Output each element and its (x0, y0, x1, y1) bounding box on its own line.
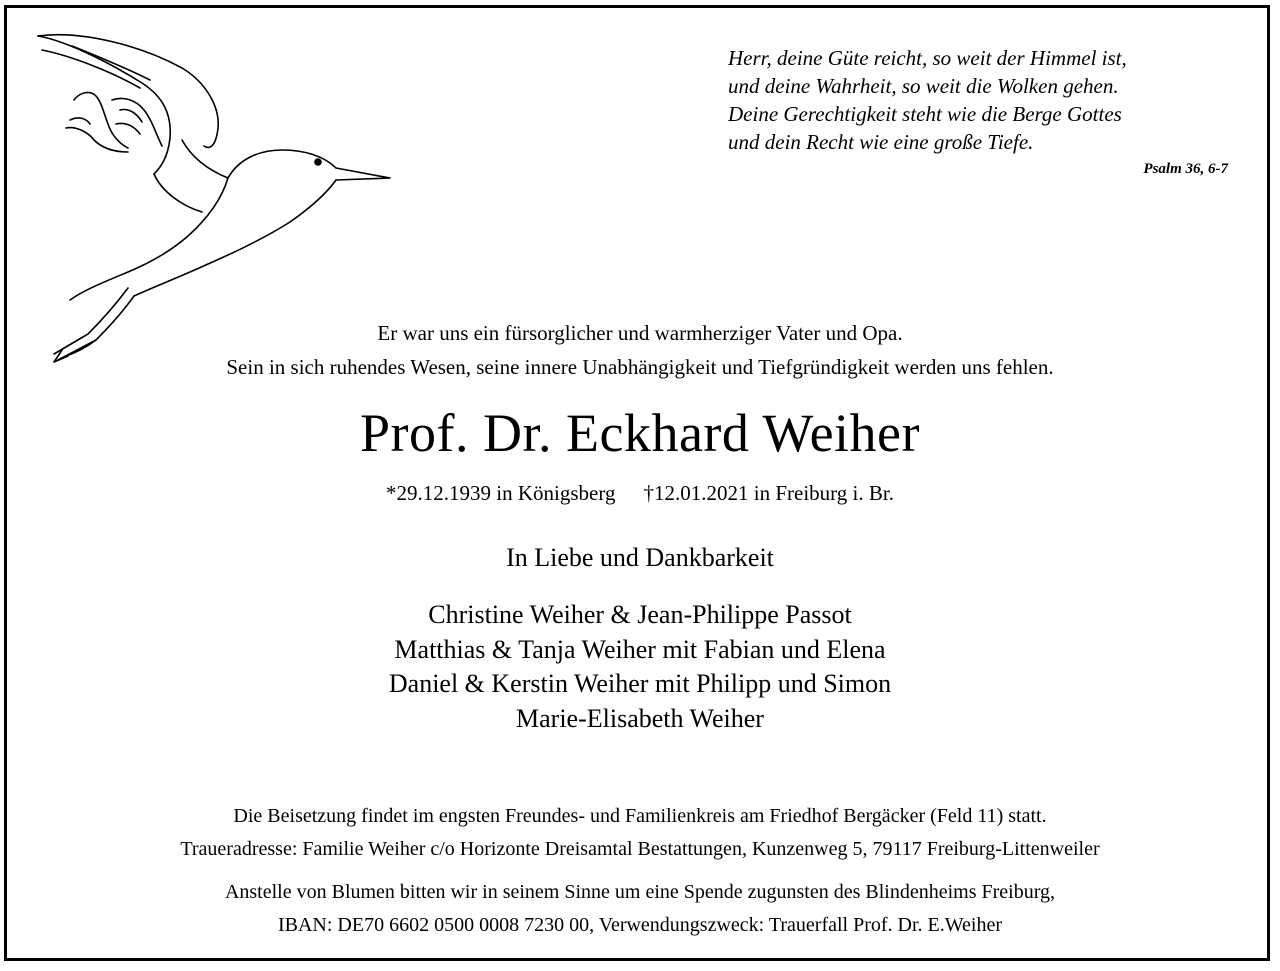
intro-line: Sein in sich ruhendes Wesen, seine innere Unabhängigkeit und Tiefgründigkeit werden uns fehlen. (226, 355, 1054, 379)
iban-text: IBAN: DE70 6602 0500 0008 7230 00, Verwendungszweck: Trauerfall Prof. Dr. E.Weiher (277, 914, 1003, 936)
psalm-line: und dein Recht wie eine große Tiefe. (728, 130, 1034, 154)
life-dates (0, 476, 1280, 510)
family-member: Marie-Elisabeth Weiher (516, 703, 764, 733)
burial-notice (0, 800, 1280, 866)
death-date: †12.01.2021 in Freiburg i. Br. (643, 481, 894, 505)
psalm-reference: Psalm 36, 6-7 (1143, 161, 1228, 177)
psalm-line: Herr, deine Güte reicht, so weit der Himmel ist, (728, 46, 1127, 70)
donation-notice (0, 876, 1280, 942)
deceased-name: Prof. Dr. Eckhard Weiher (360, 403, 920, 463)
birth-date: *29.12.1939 in Königsberg (386, 481, 616, 505)
family-list (0, 598, 1280, 736)
family-member: Daniel & Kerstin Weiher mit Philipp und Simon (388, 669, 892, 698)
flying-bird-icon (32, 28, 394, 363)
burial-text: Die Beisetzung findet im engsten Freundes- und Familienkreis am Friedhof Bergäcker (Feld 11) statt. (233, 805, 1047, 827)
intro-line: Er war uns ein fürsorglicher und warmherziger Vater und Opa. (377, 321, 903, 345)
intro-text (0, 316, 1280, 384)
family-member: Matthias & Tanja Weiher mit Fabian und Elena (394, 634, 886, 664)
psalm-quote (728, 44, 1228, 180)
family-member: Christine Weiher & Jean-Philippe Passot (428, 600, 852, 629)
psalm-line: und deine Wahrheit, so weit die Wolken gehen. (728, 74, 1119, 98)
thanks-line: In Liebe und Dankbarkeit (506, 543, 774, 572)
psalm-line: Deine Gerechtigkeit steht wie die Berge Gottes (728, 102, 1122, 126)
address-text: Traueradresse: Familie Weiher c/o Horizonte Dreisamtal Bestattungen, Kunzenweg 5, 79117 Freiburg-Littenweiler (180, 838, 1100, 860)
donation-text: Anstelle von Blumen bitten wir in seinem Sinne um eine Spende zugunsten des Blindenheims Freiburg, (224, 881, 1056, 903)
